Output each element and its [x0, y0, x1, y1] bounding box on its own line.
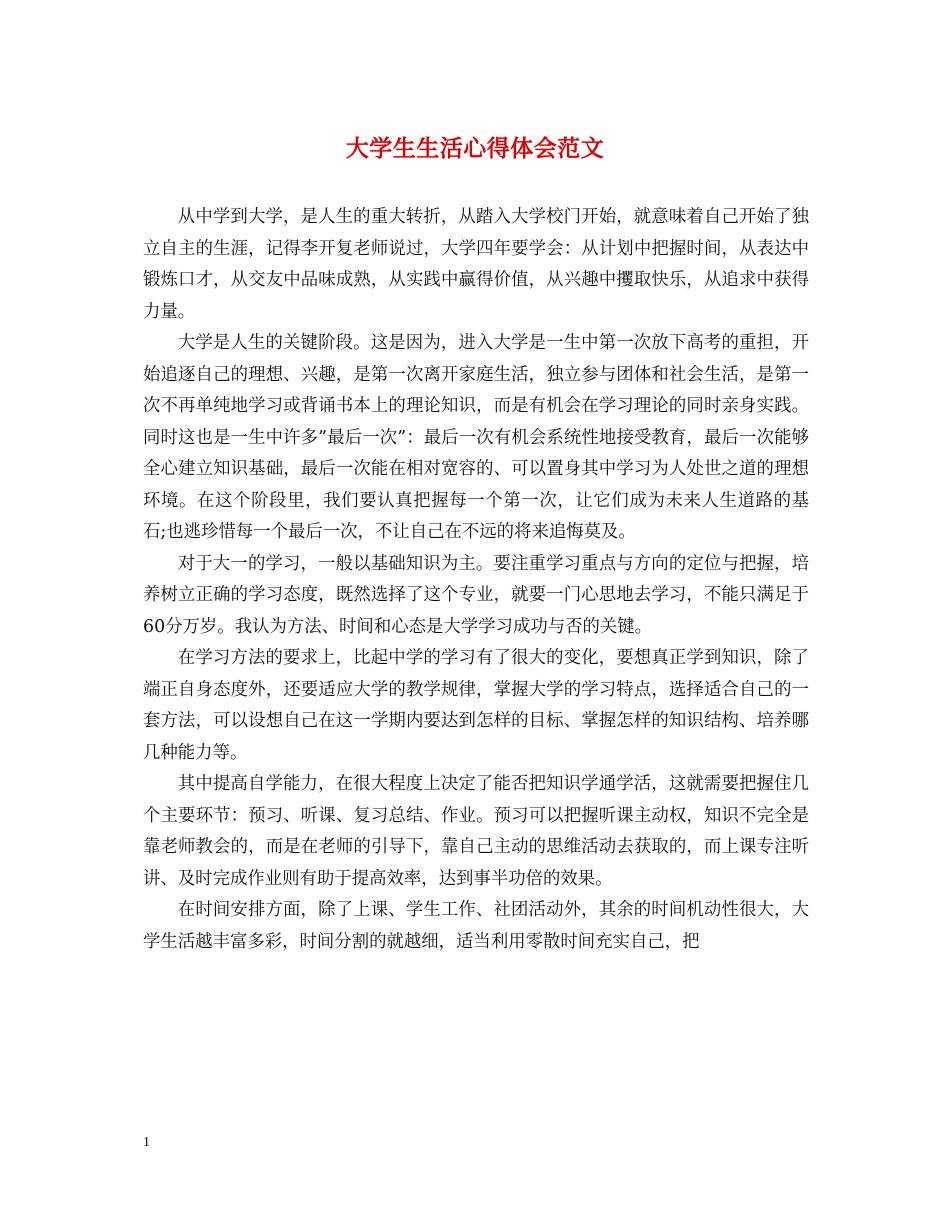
paragraph-4: 在学习方法的要求上，比起中学的学习有了很大的变化，要想真正学到知识，除了端正自身态度外，还要适应大学的教学规律，掌握大学的学习特点，选择适合自己的一套方法，可以设想自己在这一学期内要达到怎样的目标、掌握怎样的知识结构、培养哪几种能力等。	[143, 648, 809, 763]
paragraph-1: 从中学到大学，是人生的重大转折，从踏入大学校门开始，就意味着自己开始了独立自主的生涯，记得李开复老师说过，大学四年要学会：从计划中把握时间，从表达中锻炼口才，从交友中品味成熟，从实践中赢得价值，从兴趣中攫取快乐，从追求中获得力量。	[143, 207, 809, 322]
document-body	[143, 202, 809, 958]
document-title: 大学生生活心得体会范文	[345, 135, 605, 162]
paragraph-6: 在时间安排方面，除了上课、学生工作、社团活动外，其余的时间机动性很大，大学生活越丰富多彩，时间分割的就越细，适当利用零散时间充实自己，把	[143, 900, 809, 952]
page-number: 1	[143, 1135, 150, 1150]
paragraph-2: 大学是人生的关键阶段。这是因为，进入大学是一生中第一次放下高考的重担，开始追逐自己的理想、兴趣，是第一次离开家庭生活，独立参与团体和社会生活，是第一次不再单纯地学习或背诵书本上的理论知识，而是有机会在学习理论的同时亲身实践。同时这也是一生中许多”最后一次”：最后一次有机会系统性地接受教育，最后一次能够全心建立知识基础，最后一次能在相对宽容的、可以置身其中学习为人处世之道的理想环境。在这个阶段里，我们要认真把握每一个第一次，让它们成为未来人生道路的基石;也逃珍惜每一个最后一次，不让自己在不远的将来追悔莫及。	[143, 333, 809, 542]
paragraph-3: 对于大一的学习，一般以基础知识为主。要注重学习重点与方向的定位与把握，培养树立正确的学习态度，既然选择了这个专业，就要一门心思地去学习，不能只满足于60分万岁。我认为方法、时间和心态是大学学习成功与否的关键。	[143, 553, 809, 637]
paragraph-5: 其中提高自学能力，在很大程度上决定了能否把知识学通学活，这就需要把握住几个主要环节：预习、听课、复习总结、作业。预习可以把握听课主动权，知识不完全是靠老师教会的，而是在老师的引导下，靠自己主动的思维活动去获取的，而上课专注听讲、及时完成作业则有助于提高效率，达到事半功倍的效果。	[143, 774, 809, 889]
